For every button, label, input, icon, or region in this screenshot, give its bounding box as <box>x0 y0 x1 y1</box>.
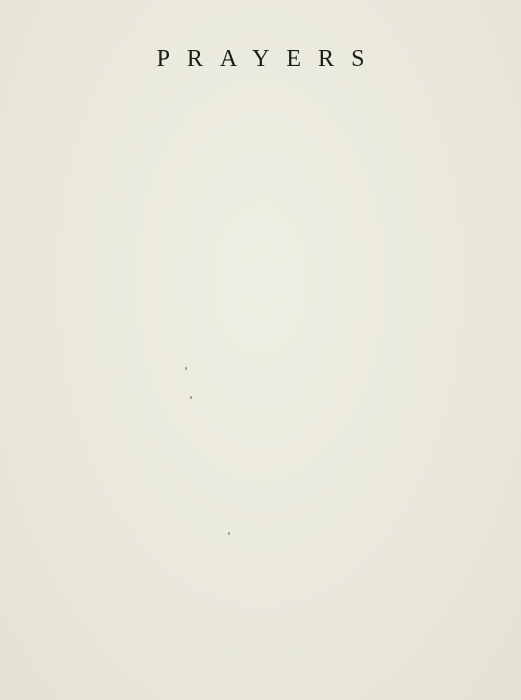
paper-speck <box>185 367 187 370</box>
page-title: PRAYERS <box>156 46 382 72</box>
paper-speck <box>190 396 192 399</box>
paper-speck <box>228 532 230 535</box>
